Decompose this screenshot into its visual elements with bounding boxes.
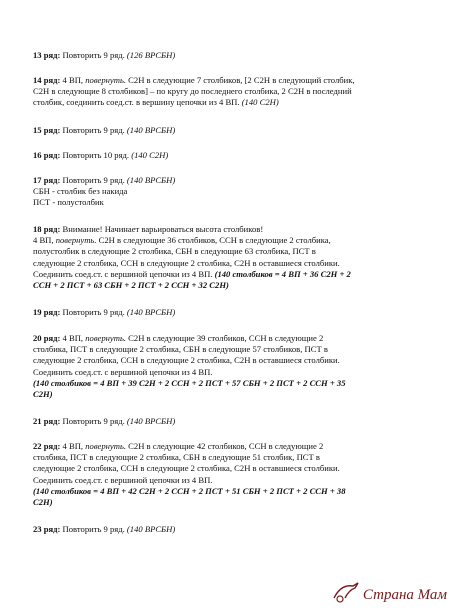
row-line xyxy=(33,355,346,366)
row-line: 15 ряд: Повторить 9 ряд. (140 ВРСБН) xyxy=(33,125,176,135)
row-22 xyxy=(33,441,346,508)
row-20 xyxy=(33,333,346,400)
row-line xyxy=(33,475,346,486)
row-text: (140 С2Н) xyxy=(241,97,279,108)
row-text: (140 ВРСБН) xyxy=(126,524,176,534)
row-text: Повторить 9 ряд. xyxy=(62,175,127,185)
row-text: следующие 2 столбика, ССН в следующие 2 столбика, С2Н в оставшиеся столбики. xyxy=(33,257,340,268)
watermark-text: Страна Мам xyxy=(362,587,447,603)
row-line xyxy=(33,497,346,508)
row-text: С2Н в следующие 36 столбиков, ССН в следующие 2 столбика, xyxy=(96,235,331,246)
row-text: (140 ВРСБН) xyxy=(126,125,176,135)
row-line xyxy=(33,97,355,108)
row-text: Повторить 9 ряд. xyxy=(62,307,127,317)
row-15 xyxy=(33,125,175,136)
row-text: столбика, ПСТ в следующие 2 столбика, СБН в следующие 57 столбиков, ПСТ в xyxy=(33,344,328,355)
row-text: (140 ВРСБН) xyxy=(126,307,176,317)
row-text: повернуть. xyxy=(85,441,127,451)
row-line xyxy=(33,367,346,378)
row-text: Внимание! Начинает варьироваться высота столбиков! xyxy=(62,224,264,234)
row-text: ССН + 2 ПСТ + 63 СБН + 2 ПСТ + 2 ССН + 32 С2Н) xyxy=(33,280,229,291)
row-14 xyxy=(33,75,355,109)
row-text: повернуть. xyxy=(85,75,127,85)
row-text: Повторить 9 ряд. xyxy=(62,416,127,426)
row-18 xyxy=(33,224,351,291)
row-line xyxy=(33,452,346,463)
row-text: 4 ВП, xyxy=(33,235,56,246)
row-text: С2Н в следующие 39 столбиков, ССН в следующие 2 xyxy=(126,333,324,343)
row-label: 16 ряд xyxy=(33,150,58,160)
row-text: 4 ВП, xyxy=(62,75,86,85)
row-line xyxy=(33,246,351,257)
row-text: 4 ВП, xyxy=(62,333,86,343)
row-label: 15 ряд xyxy=(33,125,58,135)
row-line: 22 ряд: 4 ВП, повернуть. С2Н в следующие 42 столбиков, ССН в следующие 2 xyxy=(33,441,324,451)
row-text: ПСТ - полустолбик xyxy=(33,197,104,208)
row-text: Соединить соед.ст. с вершиной цепочки из 4 ВП. xyxy=(33,268,215,279)
row-line: 19 ряд: Повторить 9 ряд. (140 ВРСБН) xyxy=(33,307,176,317)
row-line: 18 ряд: Внимание! Начинает варьироваться высота столбиков! xyxy=(33,224,264,234)
row-line xyxy=(33,463,346,474)
row-line xyxy=(33,86,355,97)
row-text: С2Н в следующие 42 столбиков, ССН в следующие 2 xyxy=(126,441,324,451)
stork-icon xyxy=(331,580,361,604)
row-23 xyxy=(33,524,175,535)
row-line: 21 ряд: Повторить 9 ряд. (140 ВРСБН) xyxy=(33,416,176,426)
row-text: Повторить 10 ряд. xyxy=(62,150,132,160)
row-label: 13 ряд xyxy=(33,50,58,60)
row-line xyxy=(33,486,346,497)
row-19 xyxy=(33,307,175,318)
row-text: (140 С2Н) xyxy=(131,150,169,160)
row-label: 14 ряд xyxy=(33,75,58,85)
row-label: 23 ряд xyxy=(33,524,58,534)
site-watermark xyxy=(331,580,449,606)
row-label: 19 ряд xyxy=(33,307,58,317)
row-text: С2Н) xyxy=(33,389,53,400)
row-label: 21 ряд xyxy=(33,416,58,426)
row-label: 22 ряд xyxy=(33,441,58,451)
row-line: 17 ряд: Повторить 9 ряд. (140 ВРСБН) xyxy=(33,175,176,185)
row-text: (140 ВРСБН) xyxy=(126,175,176,185)
row-text: С2Н в следующие 7 столбиков, [2 С2Н в следующий столбик, xyxy=(126,75,355,85)
row-text: СБН - столбик без накида xyxy=(33,186,128,197)
row-text: 4 ВП, xyxy=(62,441,86,451)
row-text: С2Н в следующие 8 столбиков] – по кругу до последнего столбика, 2 С2Н в последний xyxy=(33,86,352,97)
row-text: (140 столбиков = 4 ВП + 36 С2Н + 2 xyxy=(214,268,351,279)
row-label: 20 ряд xyxy=(33,333,58,343)
row-line xyxy=(33,378,346,389)
row-text: Повторить 9 ряд. xyxy=(62,524,127,534)
row-text: (140 столбиков = 4 ВП + 39 С2Н + 2 ССН + 2 ПСТ + 57 СБН + 2 ПСТ + 2 ССН + 35 xyxy=(33,377,346,388)
row-line xyxy=(33,280,351,291)
row-text: повернуть. xyxy=(85,333,127,343)
row-text: Соединить соед.ст. с вершиной цепочки из 4 ВП. xyxy=(33,366,213,377)
row-text: (140 ВРСБН) xyxy=(126,416,176,426)
row-text: С2Н) xyxy=(33,497,53,508)
row-line: 23 ряд: Повторить 9 ряд. (140 ВРСБН) xyxy=(33,524,176,534)
row-line: 16 ряд: Повторить 10 ряд. (140 С2Н) xyxy=(33,150,169,160)
row-label: 17 ряд xyxy=(33,175,58,185)
row-text: повернуть. xyxy=(55,235,97,246)
row-line xyxy=(33,389,346,400)
row-line xyxy=(33,269,351,280)
row-text: столбик, соединить соед.ст. в вершину цепочки из 4 ВП. xyxy=(33,97,242,108)
row-line: 14 ряд: 4 ВП, повернуть. С2Н в следующие 7 столбиков, [2 С2Н в следующий столбик, xyxy=(33,75,355,85)
row-text: Повторить 9 ряд. xyxy=(62,125,127,135)
row-line xyxy=(33,186,175,197)
row-line xyxy=(33,344,346,355)
row-text: (140 столбиков = 4 ВП + 42 С2Н + 2 ССН + 2 ПСТ + 51 СБН + 2 ПСТ + 2 ССН + 38 xyxy=(33,485,346,496)
row-text: следующие 2 столбика, ССН в следующие 2 столбика, С2Н в оставшиеся столбики. xyxy=(33,463,340,474)
row-text: полустолбик в следующие 2 столбика, СБН в следующие 63 столбика, ПСТ в xyxy=(33,246,316,257)
row-text: следующие 2 столбика, ССН в следующие 2 столбика, С2Н в оставшиеся столбики. xyxy=(33,355,340,366)
row-text: Соединить соед.ст. с вершиной цепочки из 4 ВП. xyxy=(33,474,213,485)
row-line xyxy=(33,197,175,208)
row-17 xyxy=(33,175,175,209)
row-21 xyxy=(33,416,175,427)
row-line xyxy=(33,235,351,246)
row-16 xyxy=(33,150,168,161)
row-line xyxy=(33,258,351,269)
row-line: 13 ряд: Повторить 9 ряд. (126 ВРСБН) xyxy=(33,50,176,60)
row-text: (126 ВРСБН) xyxy=(126,50,176,60)
row-line: 20 ряд: 4 ВП, повернуть. С2Н в следующие 39 столбиков, ССН в следующие 2 xyxy=(33,333,324,343)
row-label: 18 ряд xyxy=(33,224,58,234)
row-text: Повторить 9 ряд. xyxy=(62,50,127,60)
row-text: столбика, ПСТ в следующие 2 столбика, СБН в следующие 51 столбик, ПСТ в xyxy=(33,452,320,463)
row-13 xyxy=(33,50,175,61)
